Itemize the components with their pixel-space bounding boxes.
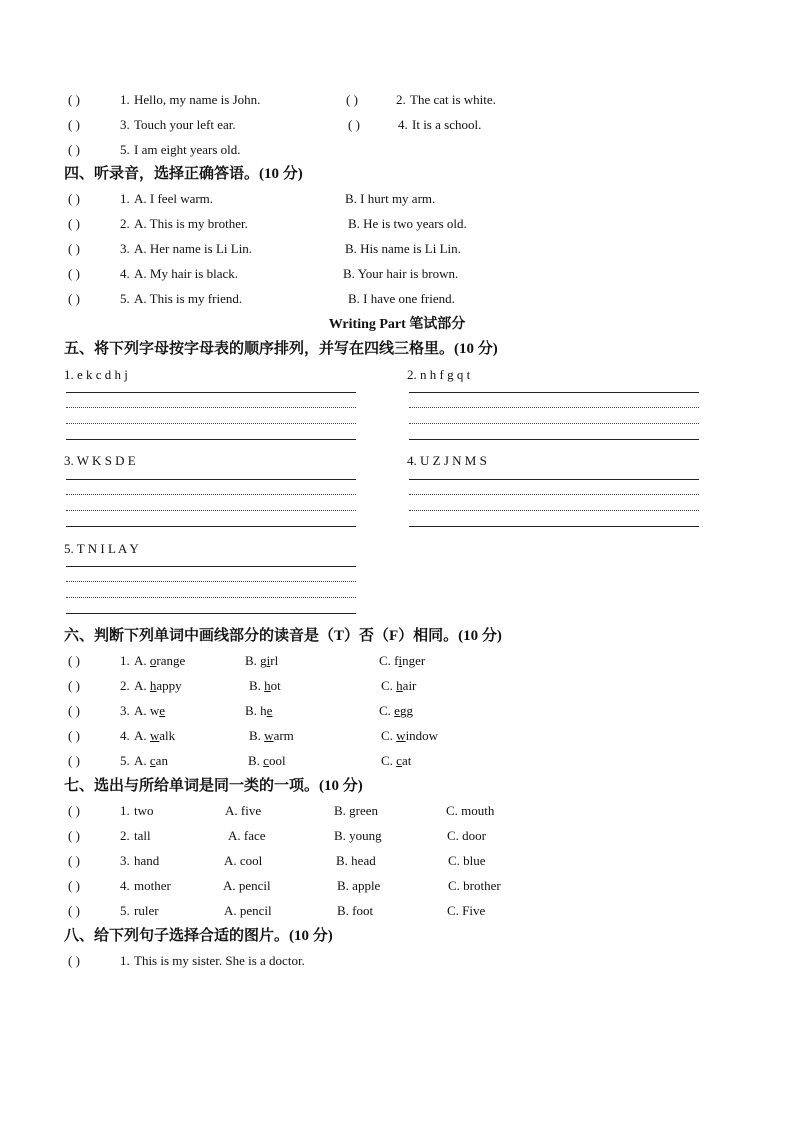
question-number: 4. <box>120 266 130 281</box>
option-b: B. head <box>336 853 376 868</box>
answer-bracket[interactable]: ( ) <box>68 878 80 893</box>
given-word: two <box>134 803 154 818</box>
question-number: 3. <box>120 853 130 868</box>
option-c: C. brother <box>448 878 501 893</box>
four-line-grid[interactable] <box>409 479 699 526</box>
option-c: C. cat <box>381 753 412 768</box>
option-a: A. My hair is black. <box>134 266 238 281</box>
answer-bracket[interactable]: ( ) <box>348 117 360 132</box>
question-number: 2. <box>120 678 130 693</box>
answer-bracket[interactable]: ( ) <box>68 117 80 132</box>
question-text: Touch your left ear. <box>134 117 236 132</box>
option-b: B. hot <box>249 678 281 693</box>
option-c: C. hair <box>381 678 417 693</box>
given-word: ruler <box>134 903 159 918</box>
option-b: B. Your hair is brown. <box>343 266 459 281</box>
question-number: 4. <box>398 117 408 132</box>
option-b: B. He is two years old. <box>348 216 467 231</box>
option-c: C. egg <box>379 703 413 718</box>
option-b: B. cool <box>248 753 286 768</box>
question-number: 3. <box>120 703 130 718</box>
given-word: hand <box>134 853 160 868</box>
section-heading: 五、将下列字母按字母表的顺序排列，并写在四线三格里。(10 分) <box>64 341 498 357</box>
answer-bracket[interactable]: ( ) <box>68 216 80 231</box>
answer-bracket[interactable]: ( ) <box>68 92 80 107</box>
question-number: 3. <box>120 241 130 256</box>
four-line-grid[interactable] <box>66 392 356 439</box>
question-number: 5. <box>120 903 130 918</box>
option-c: C. window <box>381 728 439 743</box>
option-a: A. Her name is Li Lin. <box>134 241 253 256</box>
option-c: C. Five <box>447 903 486 918</box>
option-a: A. orange <box>134 653 186 668</box>
answer-bracket[interactable]: ( ) <box>68 953 80 968</box>
answer-bracket[interactable]: ( ) <box>346 92 358 107</box>
question-number: 1. <box>120 953 130 968</box>
four-line-grid[interactable] <box>66 566 356 613</box>
question-number: 5. <box>120 142 130 157</box>
question-text: It is a school. <box>412 117 482 132</box>
answer-bracket[interactable]: ( ) <box>68 678 80 693</box>
question-text: The cat is white. <box>410 92 496 107</box>
option-a: A. we <box>134 703 166 718</box>
option-b: B. I have one friend. <box>348 291 455 306</box>
answer-bracket[interactable]: ( ) <box>68 903 80 918</box>
option-c: C. mouth <box>446 803 495 818</box>
option-b: B. foot <box>337 903 374 918</box>
question-number: 2. <box>120 216 130 231</box>
letters-label: 1. e k c d h j <box>64 367 128 382</box>
question-number: 5. <box>120 753 130 768</box>
given-word: tall <box>134 828 151 843</box>
question-text: I am eight years old. <box>134 142 241 157</box>
answer-bracket[interactable]: ( ) <box>68 853 80 868</box>
option-b: B. green <box>334 803 379 818</box>
option-c: C. finger <box>379 653 426 668</box>
option-b: B. girl <box>245 653 279 668</box>
question-number: 1. <box>120 191 130 206</box>
option-a: A. This is my brother. <box>134 216 248 231</box>
letters-label: 4. U Z J N M S <box>407 453 487 468</box>
answer-bracket[interactable]: ( ) <box>68 191 80 206</box>
four-line-grid[interactable] <box>409 392 699 439</box>
option-a: A. pencil <box>223 878 271 893</box>
question-number: 3. <box>120 117 130 132</box>
question-text: Hello, my name is John. <box>134 92 261 107</box>
answer-bracket[interactable]: ( ) <box>68 703 80 718</box>
option-a: A. happy <box>134 678 182 693</box>
answer-bracket[interactable]: ( ) <box>68 291 80 306</box>
answer-bracket[interactable]: ( ) <box>68 828 80 843</box>
answer-bracket[interactable]: ( ) <box>68 653 80 668</box>
question-number: 2. <box>120 828 130 843</box>
option-a: A. five <box>225 803 262 818</box>
question-number: 1. <box>120 92 130 107</box>
answer-bracket[interactable]: ( ) <box>68 753 80 768</box>
option-b: B. I hurt my arm. <box>345 191 436 206</box>
question-number: 4. <box>120 728 130 743</box>
option-b: B. he <box>245 703 273 718</box>
section-heading: 七、选出与所给单词是同一类的一项。(10 分) <box>64 778 363 794</box>
option-a: A. walk <box>134 728 176 743</box>
option-b: B. His name is Li Lin. <box>345 241 461 256</box>
answer-bracket[interactable]: ( ) <box>68 266 80 281</box>
answer-bracket[interactable]: ( ) <box>68 241 80 256</box>
answer-bracket[interactable]: ( ) <box>68 142 80 157</box>
option-a: A. cool <box>224 853 263 868</box>
question-number: 1. <box>120 653 130 668</box>
letters-label: 5. T N I L A Y <box>64 541 139 556</box>
option-a: A. can <box>134 753 168 768</box>
section-heading: 八、给下列句子选择合适的图片。(10 分) <box>64 928 333 944</box>
option-c: C. door <box>447 828 486 843</box>
option-a: A. face <box>228 828 266 843</box>
option-b: B. young <box>334 828 382 843</box>
writing-part-title: Writing Part 笔试部分 <box>328 317 466 332</box>
option-a: A. pencil <box>224 903 272 918</box>
answer-bracket[interactable]: ( ) <box>68 728 80 743</box>
question-text: This is my sister. She is a doctor. <box>134 953 305 968</box>
four-line-grid[interactable] <box>66 479 356 526</box>
letters-label: 2. n h f g q t <box>407 367 471 382</box>
option-b: B. warm <box>249 728 294 743</box>
letters-label: 3. W K S D E <box>64 453 136 468</box>
option-a: A. This is my friend. <box>134 291 243 306</box>
question-number: 4. <box>120 878 130 893</box>
section-heading: 六、判断下列单词中画线部分的读音是（T）否（F）相同。(10 分) <box>64 628 502 644</box>
given-word: mother <box>134 878 171 893</box>
question-number: 5. <box>120 291 130 306</box>
question-number: 1. <box>120 803 130 818</box>
option-b: B. apple <box>337 878 381 893</box>
answer-bracket[interactable]: ( ) <box>68 803 80 818</box>
section-heading: 四、听录音，选择正确答语。(10 分) <box>64 166 303 182</box>
option-c: C. blue <box>448 853 486 868</box>
option-a: A. I feel warm. <box>134 191 214 206</box>
question-number: 2. <box>396 92 406 107</box>
